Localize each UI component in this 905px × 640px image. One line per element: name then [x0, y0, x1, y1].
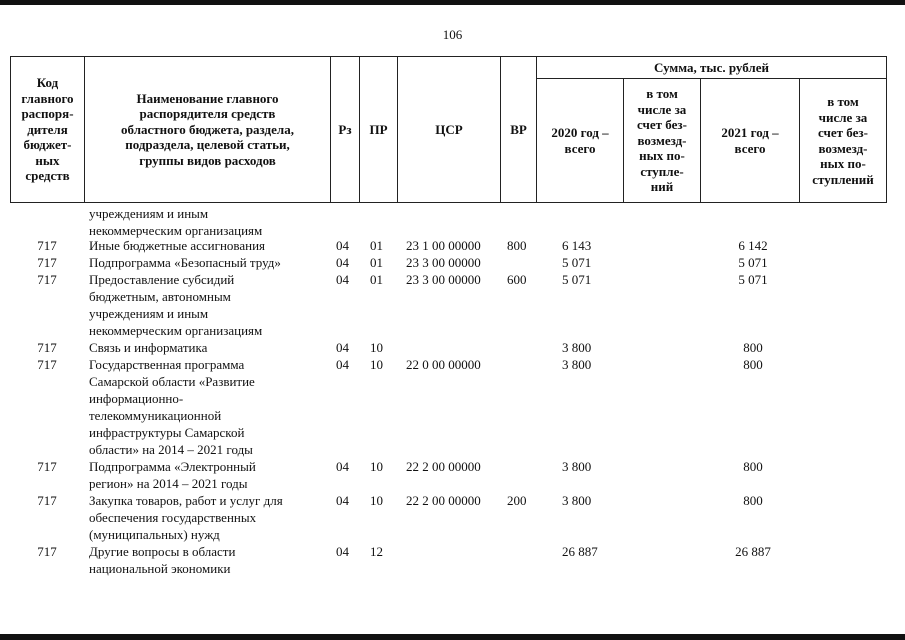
row-sum-2021: 5 071 — [738, 255, 768, 270]
row-code: 717 — [37, 459, 57, 474]
row-sum-2021: 26 887 — [735, 544, 771, 559]
row-sum-2020: 3 800 — [562, 357, 592, 372]
row-pr: 10 — [370, 357, 383, 372]
row-rz: 04 — [336, 357, 349, 372]
row-code: 717 — [37, 544, 57, 559]
row-rz: 04 — [336, 459, 349, 474]
header-bottom-line — [10, 202, 886, 203]
top-border — [0, 0, 905, 5]
row-rz: 04 — [336, 544, 349, 559]
header-code: Код главного распоря- дителя бюджет- ных средств — [21, 75, 74, 184]
header-csr: ЦСР — [435, 121, 463, 137]
row-code: 717 — [37, 255, 57, 270]
header-2021-incl: в том числе за счет без- возмезд- ных по- ступлений — [812, 94, 874, 187]
row-csr: 23 3 00 00000 — [406, 272, 481, 287]
row-name: Предоставление субсидий бюджетным, автономным учреждениям и иным некоммерческим организациям — [89, 272, 263, 338]
header-name: Наименование главного распорядителя средств областного бюджета, раздела, подраздела, целевой статьи, группы видов расходов — [121, 90, 294, 168]
header-2020-total: 2020 год – всего — [551, 125, 609, 156]
row-sum-2021: 800 — [743, 340, 763, 355]
row-name: учреждениям и иным некоммерческим организациям — [89, 206, 263, 238]
row-pr: 10 — [370, 493, 383, 508]
header-right-border — [886, 56, 887, 203]
header-pr: ПР — [369, 121, 388, 137]
header-vr: ВР — [510, 121, 527, 137]
row-sum-2021: 6 142 — [738, 238, 768, 253]
header-2020-incl: в том числе за счет без- возмезд- ных по- ступле- ний — [637, 86, 687, 195]
row-sum-2020: 3 800 — [562, 340, 592, 355]
row-sum-2021: 5 071 — [738, 272, 768, 287]
row-code: 717 — [37, 340, 57, 355]
row-pr: 10 — [370, 340, 383, 355]
row-rz: 04 — [336, 272, 349, 287]
row-vr: 200 — [507, 493, 527, 508]
row-code: 717 — [37, 357, 57, 372]
row-pr: 01 — [370, 238, 383, 253]
header-2021-total: 2021 год – всего — [721, 125, 779, 156]
row-rz: 04 — [336, 255, 349, 270]
row-vr: 800 — [507, 238, 527, 253]
row-name: Иные бюджетные ассигнования — [89, 238, 266, 253]
row-code: 717 — [37, 493, 57, 508]
row-vr: 600 — [507, 272, 527, 287]
row-rz: 04 — [336, 340, 349, 355]
row-pr: 10 — [370, 459, 383, 474]
row-sum-2020: 6 143 — [562, 238, 592, 253]
row-name: Другие вопросы в области национальной экономики — [89, 544, 236, 576]
row-pr: 12 — [370, 544, 383, 559]
row-code: 717 — [37, 272, 57, 287]
row-sum-2020: 3 800 — [562, 493, 592, 508]
row-rz: 04 — [336, 493, 349, 508]
row-pr: 01 — [370, 255, 383, 270]
bottom-border — [0, 634, 905, 640]
row-sum-2020: 5 071 — [562, 272, 592, 287]
row-csr: 22 2 00 00000 — [406, 493, 481, 508]
row-sum-2020: 3 800 — [562, 459, 592, 474]
row-sum-2021: 800 — [743, 493, 763, 508]
row-name: Подпрограмма «Безопасный труд» — [89, 255, 281, 270]
row-sum-2020: 26 887 — [562, 544, 598, 559]
row-code: 717 — [37, 238, 57, 253]
row-csr: 22 0 00 00000 — [406, 357, 481, 372]
row-name: Закупка товаров, работ и услуг для обеспечения государственных (муниципальных) нужд — [89, 493, 283, 542]
row-rz: 04 — [336, 238, 349, 253]
row-sum-2021: 800 — [743, 459, 763, 474]
row-sum-2021: 800 — [743, 357, 763, 372]
header-sum-title: Сумма, тыс. рублей — [654, 59, 769, 75]
row-pr: 01 — [370, 272, 383, 287]
header-rz: Рз — [338, 121, 352, 137]
page-number: 106 — [442, 27, 463, 42]
row-name: Государственная программа Самарской области «Развитие информационно- телекоммуникационной инфраструктуры Самарской области» на 2014 – 2021 годы — [89, 357, 255, 457]
row-csr: 22 2 00 00000 — [406, 459, 481, 474]
row-csr: 23 3 00 00000 — [406, 255, 481, 270]
row-name: Связь и информатика — [89, 340, 208, 355]
row-name: Подпрограмма «Электронный регион» на 2014 – 2021 годы — [89, 459, 256, 491]
row-sum-2020: 5 071 — [562, 255, 592, 270]
row-csr: 23 1 00 00000 — [406, 238, 481, 253]
